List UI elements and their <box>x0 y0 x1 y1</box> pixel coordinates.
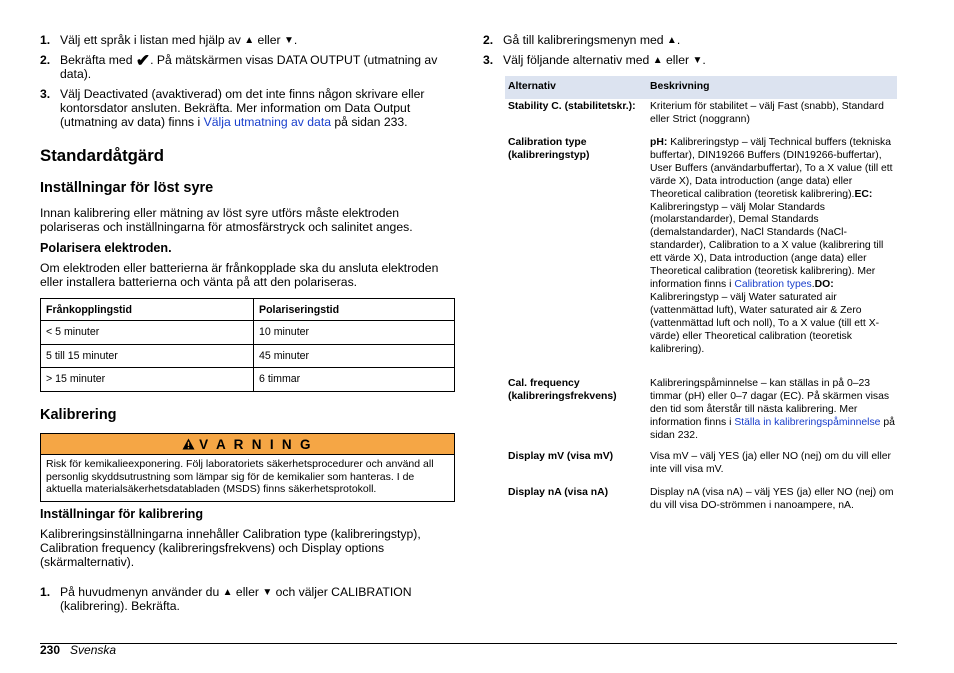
option-description: Visa mV – välj YES (ja) eller NO (nej) om du vill eller inte vill visa mV. <box>650 451 891 475</box>
option-description: Kriterium för stabilitet – välj Fast (snabb), Standard eller Strict (noggrann) <box>650 101 884 125</box>
footer-divider <box>40 643 897 644</box>
warning-box <box>40 433 455 502</box>
step-select-language <box>40 33 456 47</box>
bold-label: EC: <box>854 188 873 200</box>
section-title: Standardåtgärd <box>40 146 165 165</box>
step-confirm <box>40 53 456 81</box>
warning-triangle-icon <box>182 435 195 456</box>
cross-reference-link[interactable]: Calibration types <box>734 278 812 290</box>
warning-header <box>41 434 454 455</box>
options-table-header <box>505 76 897 99</box>
step-go-calibration-menu <box>483 33 897 47</box>
page-number: 230 <box>40 643 61 657</box>
option-description: Display nA (visa nA) – välj YES (ja) eller NO (nej) om du vill visa DO-strömmen i nanoampere, nA. <box>650 487 894 511</box>
option-name: Display nA (visa nA) <box>508 487 609 498</box>
step-text: Gå till kalibreringsmenyn med ▲. <box>503 33 681 47</box>
checkmark-icon: ✔ <box>135 51 151 70</box>
table-row <box>505 378 897 443</box>
cross-reference-link[interactable]: Välja utmatning av data <box>203 115 331 129</box>
option-name: Display mV (visa mV) <box>508 451 614 462</box>
intro-paragraph: Innan kalibrering eller mätning av löst syre utförs måste elektroden polariseras och inställningarna för atmosfärstryck och salinitet anges. <box>40 206 413 234</box>
table-cell: > 15 minuter <box>41 368 254 392</box>
table-header: Polariseringstid <box>254 299 455 321</box>
table-cell: 6 timmar <box>254 368 455 392</box>
step-text: Bekräfta med ✔. På mätskärmen visas DATA OUTPUT (utmatning av data). <box>60 51 438 81</box>
step-number: 3. <box>483 53 494 67</box>
cross-reference-link[interactable]: Ställa in kalibreringspåminnelse <box>734 416 881 428</box>
calibration-settings-title: Inställningar för kalibrering <box>40 507 204 521</box>
polarize-title: Polarisera elektroden. <box>40 241 172 255</box>
option-name: Cal. frequency (kalibreringsfrekvens) <box>508 378 617 402</box>
down-arrow-icon: ▼ <box>692 55 703 66</box>
calibration-settings-paragraph: Kalibreringsinställningarna innehåller Calibration type (kalibreringstyp), Calibration frequency (kalibreringsfrekvens) och Display options (skärmalternativ). <box>40 527 421 569</box>
table-row <box>41 344 455 368</box>
table-header: Frånkopplingstid <box>41 299 254 321</box>
options-table <box>505 76 897 511</box>
step-number: 2. <box>40 53 51 67</box>
polarize-paragraph: Om elektroden eller batterierna är frånkopplade ska du ansluta elektroden eller installera batterierna och vänta på att den polariseras. <box>40 261 439 289</box>
table-row <box>505 451 897 477</box>
table-header-row <box>41 299 455 321</box>
table-row <box>505 487 897 513</box>
table-row <box>41 321 455 345</box>
bold-label: pH: <box>650 137 668 148</box>
table-row <box>41 368 455 392</box>
subsection-title-do: Inställningar för löst syre <box>40 180 214 196</box>
warning-label: V A R N I N G <box>199 437 313 452</box>
step-select-options <box>483 53 897 67</box>
options-header-option: Alternativ <box>508 81 556 93</box>
options-header-description: Beskrivning <box>650 81 710 93</box>
table-cell: 45 minuter <box>254 344 455 368</box>
down-arrow-icon: ▼ <box>262 587 273 598</box>
step-number: 1. <box>40 585 51 599</box>
table-cell: < 5 minuter <box>41 321 254 345</box>
up-arrow-icon: ▲ <box>244 35 255 46</box>
step-text: På huvudmenyn använder du ▲ eller ▼ och väljer CALIBRATION (kalibrering). Bekräfta. <box>60 585 412 613</box>
up-arrow-icon: ▲ <box>666 35 677 46</box>
footer-language: Svenska <box>70 643 117 657</box>
step-text: Välj följande alternativ med ▲ eller ▼. <box>503 53 706 67</box>
step-number: 1. <box>40 33 51 47</box>
step-deactivate <box>40 87 456 129</box>
up-arrow-icon: ▲ <box>222 587 233 598</box>
down-arrow-icon: ▼ <box>283 35 294 46</box>
table-cell: 10 minuter <box>254 321 455 345</box>
table-cell: 5 till 15 minuter <box>41 344 254 368</box>
page-footer <box>40 643 116 657</box>
option-description: Kalibreringspåminnelse – kan ställas in på 0–23 timmar (pH) eller 0–7 dagar (EC). På skärmen visas den tid som återstår till nästa kalibrering. Mer information finns i Ställa in kalibreringspåminnelse på sidan 232. <box>650 378 895 441</box>
step-text: Välj ett språk i listan med hjälp av ▲ eller ▼. <box>60 33 298 47</box>
polarization-table <box>40 298 455 392</box>
bold-label: DO: <box>814 278 834 290</box>
option-name: Calibration type (kalibreringstyp) <box>508 137 590 161</box>
warning-text: Risk för kemikalieexponering. Följ laboratoriets säkerhetsprocedurer och använd all personlig skyddsutrustning som lämpar sig för de kemikalier som hanteras. I de aktuella materialsäkerhetsdatabladen (MSDS) finns säkerhetsprotokoll. <box>46 458 434 496</box>
table-row <box>505 101 897 127</box>
step-number: 3. <box>40 87 51 101</box>
step-main-menu <box>40 585 456 613</box>
option-description: pH: Kalibreringstyp – välj Technical buffers (tekniska buffertar), DIN19266 Buffers (DIN19266-buffertar), User Buffers (användarbuffertar), To a X value (till ett värde X), Data introduction (ange data) eller Theoretical calibration (teoretisk kalibrering).EC: Kalibreringstyp – välj Molar Standards (molarstandarder), Demal Standards (demalstandarder), NaCl Standards (NaCl-standarder), Calibration to a X value (kalibrering till ett värde X), Data introduction (ange data) eller Theoretical calibration (teoretisk kalibrering). Mer information finns i Calibration types.DO: Kalibreringstyp – välj Water saturated air (vattenmättad luft), Water saturated air & Zero (vattenmättad luft och noll), To a X value (till ett X-värde) eller Theoretical calibration (teoretisk kalibrering). <box>650 137 893 355</box>
step-number: 2. <box>483 33 494 47</box>
calibration-title: Kalibrering <box>40 407 117 423</box>
step-text: Välj Deactivated (avaktiverad) om det inte finns någon skrivare eller kontorsdator ansluten. Bekräfta. Mer information om Data Output (utmatning av data) finns i Välja utmatning av data på sidan 233. <box>60 87 425 129</box>
up-arrow-icon: ▲ <box>652 55 663 66</box>
table-row <box>505 137 897 356</box>
option-name: Stability C. (stabilitetskr.): <box>508 101 636 112</box>
